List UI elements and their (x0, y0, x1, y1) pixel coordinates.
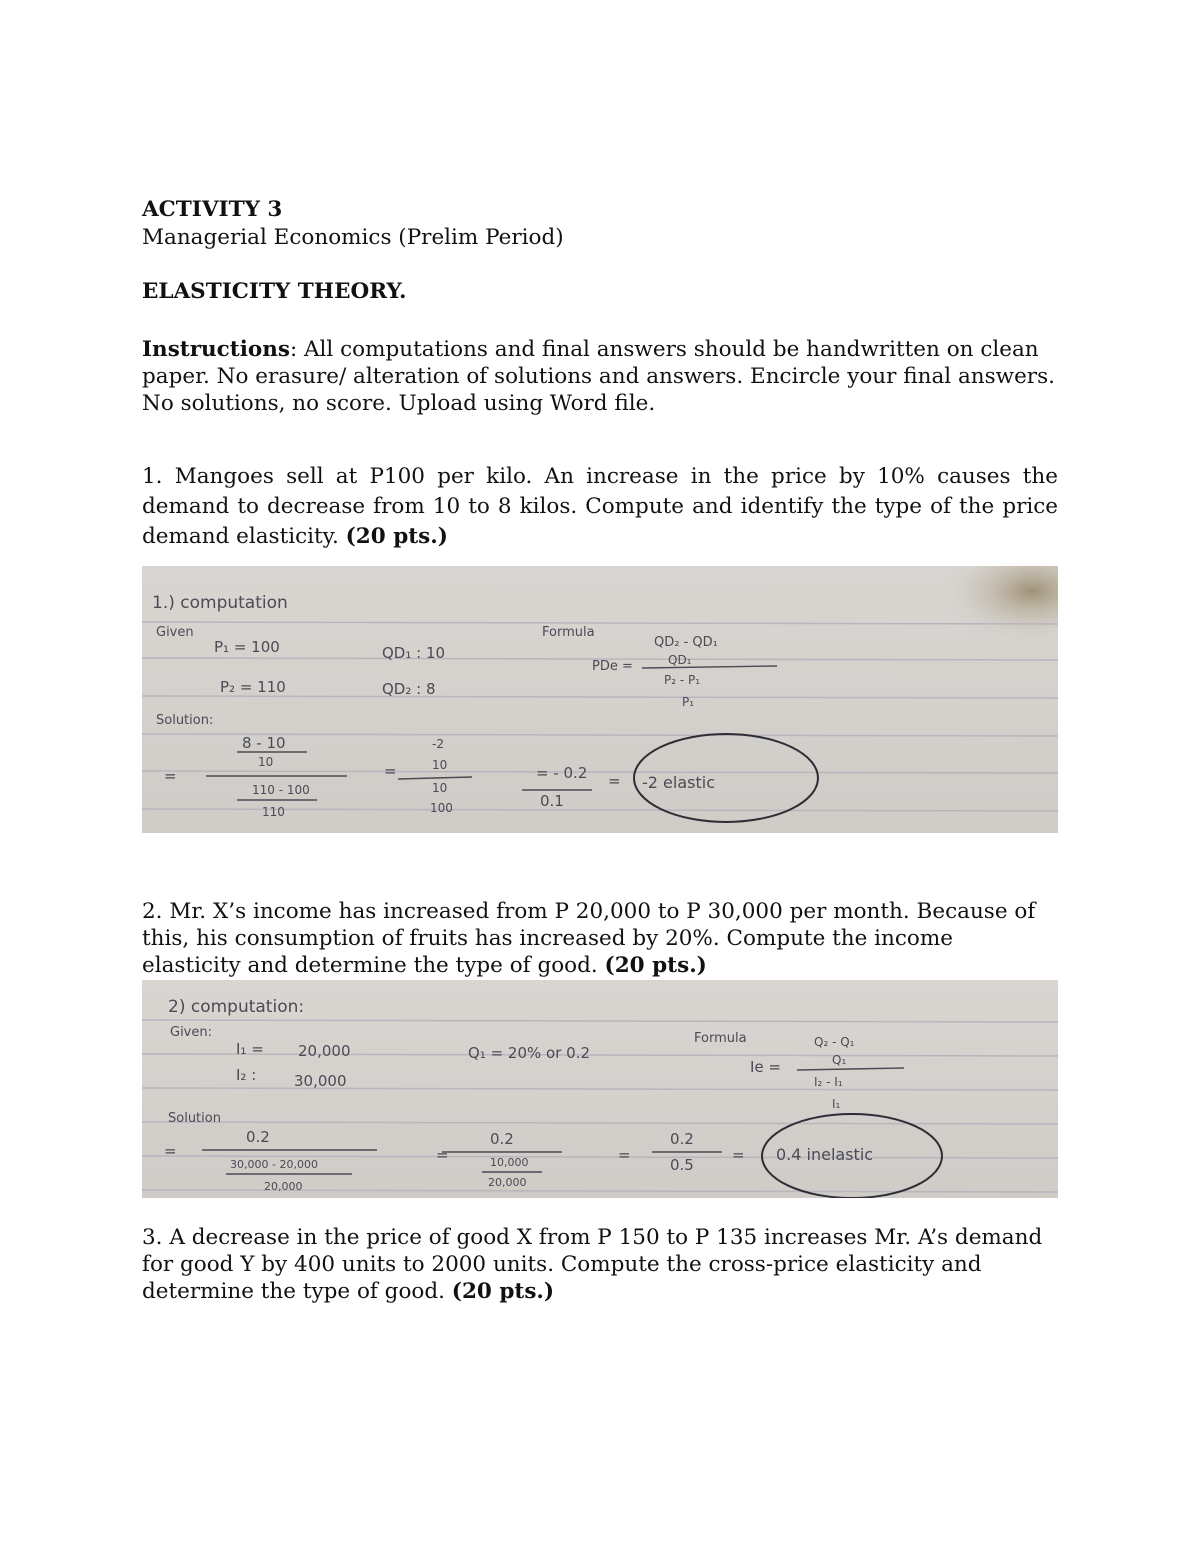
hw2-given: Given: (170, 1025, 212, 1040)
hw2-formula-lhs: Ie = (750, 1058, 781, 1076)
hw1-given: Given (156, 625, 194, 640)
hw2-eq-1: = (164, 1142, 177, 1160)
hw1-p1: P₁ = 100 (214, 638, 280, 656)
hw2-s2-b: 10,000 (490, 1156, 529, 1169)
hw2-eq-3: = (618, 1146, 631, 1164)
hw2-i1: 20,000 (298, 1042, 351, 1060)
hw1-s2-c: 10 (432, 781, 448, 795)
hw2-s2-c: 20,000 (488, 1176, 527, 1189)
hw2-eq-4: = (732, 1146, 745, 1164)
hw2-formula-num-den: Q₁ (832, 1053, 847, 1067)
handwritten-solution-1-drawing (142, 566, 1058, 833)
hw1-qd2: QD₂ : 8 (382, 680, 436, 698)
hw1-eq-2: = (384, 762, 397, 780)
hw2-s1-a: 0.2 (246, 1128, 270, 1146)
handwritten-solution-2-drawing (142, 980, 1058, 1198)
hw1-formula-den-den: P₁ (682, 695, 695, 709)
hw1-formula-den: P₂ - P₁ (664, 673, 701, 687)
hw1-qd1: QD₁ : 10 (382, 644, 446, 662)
question-2-points: (20 pts.) (604, 953, 707, 978)
hw2-s2-a: 0.2 (490, 1130, 514, 1148)
question-1 (142, 462, 1058, 552)
hw1-eq-1: = (164, 767, 177, 785)
hw2-final-answer: 0.4 inelastic (776, 1145, 874, 1164)
activity-title: ACTIVITY 3 (142, 197, 283, 222)
hw2-s3-a: 0.2 (670, 1130, 694, 1148)
hw1-s1-b: 10 (258, 755, 274, 769)
hw2-eq-2: = (436, 1146, 449, 1164)
hw2-s1-b: 30,000 - 20,000 (230, 1158, 318, 1171)
question-3 (142, 1224, 1058, 1305)
section-heading: ELASTICITY THEORY. (142, 279, 407, 304)
hw1-s1-c: 110 - 100 (252, 783, 310, 797)
hw1-s3-b: 0.1 (540, 792, 564, 810)
hw1-s2-b: 10 (432, 758, 448, 772)
hw2-i2: 30,000 (294, 1072, 347, 1090)
hw1-heading: 1.) computation (152, 593, 288, 613)
instructions-text: : All computations and final answers should be handwritten on clean paper. No erasure/ alteration of solutions and answers. Encircle your final answers. No solutions, no score. Upload using Word file. (142, 337, 1055, 416)
instructions-label: Instructions (142, 337, 290, 362)
paper-stain (937, 566, 1058, 646)
hw2-formula-num: Q₂ - Q₁ (814, 1035, 855, 1049)
hw1-solution-label: Solution: (156, 713, 214, 728)
hw2-i2-label: I₂ : (236, 1066, 257, 1084)
hw2-s1-c: 20,000 (264, 1180, 303, 1193)
hw1-formula-num-den: QD₁ (668, 653, 692, 667)
question-2 (142, 898, 1058, 979)
hw1-final-answer: -2 elastic (642, 773, 715, 792)
question-2-text: 2. Mr. X’s income has increased from P 20,000 to P 30,000 per month. Because of this, his consumption of fruits has increased by 20%. Compute the income elasticity and determine the type of good. (142, 899, 1036, 978)
hw2-formula-den: I₂ - I₁ (814, 1075, 843, 1089)
hw2-formula-label: Formula (694, 1031, 747, 1046)
hw1-s1-a: 8 - 10 (242, 734, 286, 752)
question-1-text: 1. Mangoes sell at P100 per kilo. An increase in the price by 10% causes the demand to decrease from 10 to 8 kilos. Compute and identify the type of the price demand elasticity. (142, 464, 1058, 549)
hw2-s3-b: 0.5 (670, 1156, 694, 1174)
hw2-q1: Q₁ = 20% or 0.2 (468, 1044, 590, 1062)
question-3-points: (20 pts.) (451, 1279, 555, 1304)
hw2-i1-label: I₁ = (236, 1040, 264, 1058)
question-1-points: (20 pts.) (345, 524, 448, 549)
question-3-text: 3. A decrease in the price of good X from P 150 to P 135 increases Mr. A’s demand for good Y by 400 units to 2000 units. Compute the cross-price elasticity and determine the type of good. (142, 1225, 1043, 1304)
hw1-formula-lhs: PDe = (592, 659, 633, 674)
course-subtitle: Managerial Economics (Prelim Period) (142, 225, 564, 250)
hw2-heading: 2) computation: (168, 997, 305, 1017)
handwritten-solution-1-image (142, 566, 1058, 833)
hw1-s2-a: -2 (432, 737, 444, 751)
handwritten-solution-2-image (142, 980, 1058, 1198)
hw2-formula-den-den: I₁ (832, 1097, 841, 1111)
instructions (142, 336, 1058, 417)
hw1-s2-d: 100 (430, 801, 453, 815)
hw1-s3-a: = - 0.2 (536, 764, 588, 782)
hw1-formula-num: QD₂ - QD₁ (654, 635, 718, 650)
hw1-formula-label: Formula (542, 625, 595, 640)
hw2-solution-label: Solution (168, 1111, 221, 1126)
hw1-p2: P₂ = 110 (220, 678, 286, 696)
hw1-s1-d: 110 (262, 805, 285, 819)
hw1-eq-3: = (608, 772, 621, 790)
